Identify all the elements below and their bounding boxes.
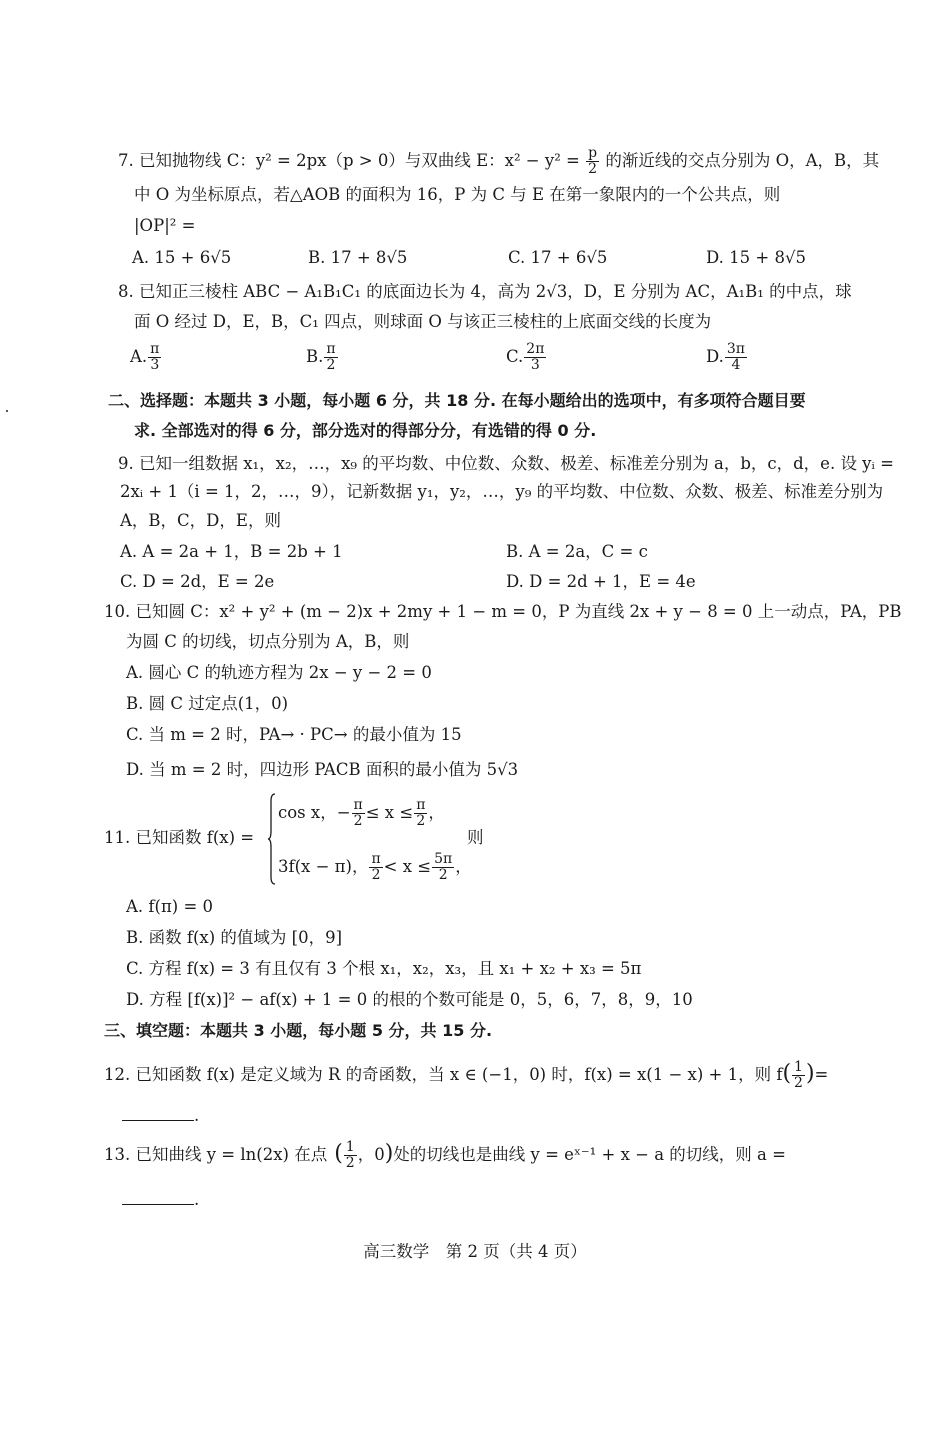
- q9-line2: 2xᵢ + 1（i = 1，2，…，9），记新数据 y₁，y₂，…，y₉ 的平均数、中位数、众数、极差、标准差分别为: [120, 482, 884, 501]
- q9-option-d: D. D = 2d + 1，E = 4e: [506, 572, 696, 591]
- q12-answer-blank[interactable]: .: [122, 1104, 199, 1128]
- q7-option-d: D. 15 + 8√5: [706, 248, 806, 267]
- fraction: $\frac{p}{2}$: [588, 145, 598, 177]
- q7-option-c: C. 17 + 6√5: [508, 248, 608, 267]
- q7-option-a: A. 15 + 6√5: [132, 248, 232, 267]
- q8-option-b: B. $\frac{\pi}{2}$: [306, 341, 336, 373]
- q9-option-a: A. A = 2a + 1，B = 2b + 1: [120, 542, 343, 561]
- q8-line2: 面 O 经过 D，E，B，C₁ 四点，则球面 O 与该正三棱柱的上底面交线的长度为: [134, 312, 712, 331]
- q7-line1: 7. 已知抛物线 C：y² = 2px（p > 0）与双曲线 E：x² − y² = $\frac{p}{2}$ 的渐近线的交点分别为 O，A，B，其: [118, 145, 880, 177]
- q10-option-b: B. 圆 C 过定点(1，0): [126, 694, 289, 713]
- left-brace-icon: [268, 793, 276, 885]
- q8-option-d: D. $\frac{3\pi}{4}$: [706, 341, 745, 373]
- q8-option-c: C. $\frac{2\pi}{3}$: [506, 341, 545, 373]
- q9-option-b: B. A = 2a，C = c: [506, 542, 648, 561]
- q13-answer-blank[interactable]: .: [122, 1188, 199, 1212]
- q7-line3: |OP|² =: [134, 216, 196, 235]
- q10-option-d: D. 当 m = 2 时，四边形 PACB 面积的最小值为 5√3: [126, 760, 519, 779]
- q11-case2: 3f(x − π)， $\frac{\pi}{2}$ < x ≤ $\frac{5\pi}{2}$ ，: [278, 851, 472, 883]
- q11-case1: cos x，− $\frac{\pi}{2}$ ≤ x ≤ $\frac{\pi}{2}$ ，: [278, 797, 445, 829]
- section2-heading-cont: 求. 全部选对的得 6 分，部分选对的得部分分，有选错的得 0 分.: [134, 421, 597, 440]
- q10-line1: 10. 已知圆 C：x² + y² + (m − 2)x + 2my + 1 − m = 0，P 为直线 2x + y − 8 = 0 上一动点，PA，PB: [104, 602, 902, 621]
- q10-option-a: A. 圆心 C 的轨迹方程为 2x − y − 2 = 0: [126, 663, 432, 682]
- q11-option-d: D. 方程 [f(x)]² − af(x) + 1 = 0 的根的个数可能是 0，5，6，7，8，9，10: [126, 990, 693, 1009]
- q11-tail: 则: [467, 828, 484, 847]
- q9-line3: A，B，C，D，E，则: [120, 511, 281, 530]
- q7-option-b: B. 17 + 8√5: [308, 248, 408, 267]
- scan-speck: [6, 410, 8, 412]
- q11-option-b: B. 函数 f(x) 的值域为 [0，9]: [126, 928, 343, 947]
- q10-line2: 为圆 C 的切线，切点分别为 A，B，则: [126, 632, 410, 651]
- page-footer: 高三数学 第 2 页（共 4 页）: [363, 1242, 587, 1261]
- q8-option-a: A. $\frac{\pi}{3}$: [130, 341, 160, 373]
- q12-line1: 12. 已知函数 f(x) 是定义域为 R 的奇函数，当 x ∈ (−1，0) 时，f(x) = x(1 − x) + 1，则 f( $\frac{1}{2}$ )=: [104, 1059, 829, 1091]
- q13-line1: 13. 已知曲线 y = ln(2x) 在点 ( $\frac{1}{2}$ ，0)处的切线也是曲线 y = eˣ⁻¹ + x − a 的切线，则 a =: [104, 1139, 786, 1171]
- q11-lead: 11. 已知函数 f(x) =: [104, 828, 255, 847]
- section2-heading: 二、选择题：本题共 3 小题，每小题 6 分，共 18 分. 在每小题给出的选项中，有多项符合题目要: [108, 391, 806, 410]
- q11-option-c: C. 方程 f(x) = 3 有且仅有 3 个根 x₁，x₂，x₃，且 x₁ + x₂ + x₃ = 5π: [126, 959, 642, 978]
- q8-line1: 8. 已知正三棱柱 ABC − A₁B₁C₁ 的底面边长为 4，高为 2√3，D，E 分别为 AC，A₁B₁ 的中点，球: [118, 282, 852, 301]
- q10-option-c: C. 当 m = 2 时，PA→ · PC→ 的最小值为 15: [126, 725, 462, 744]
- q9-line1: 9. 已知一组数据 x₁，x₂，…，x₉ 的平均数、中位数、众数、极差、标准差分别为 a，b，c，d，e. 设 yᵢ =: [118, 454, 894, 473]
- section3-heading: 三、填空题：本题共 3 小题，每小题 5 分，共 15 分.: [104, 1021, 493, 1040]
- q7-line2: 中 O 为坐标原点，若△AOB 的面积为 16，P 为 C 与 E 在第一象限内的一个公共点，则: [134, 185, 781, 204]
- q9-option-c: C. D = 2d，E = 2e: [120, 572, 275, 591]
- q11-option-a: A. f(π) = 0: [126, 897, 214, 916]
